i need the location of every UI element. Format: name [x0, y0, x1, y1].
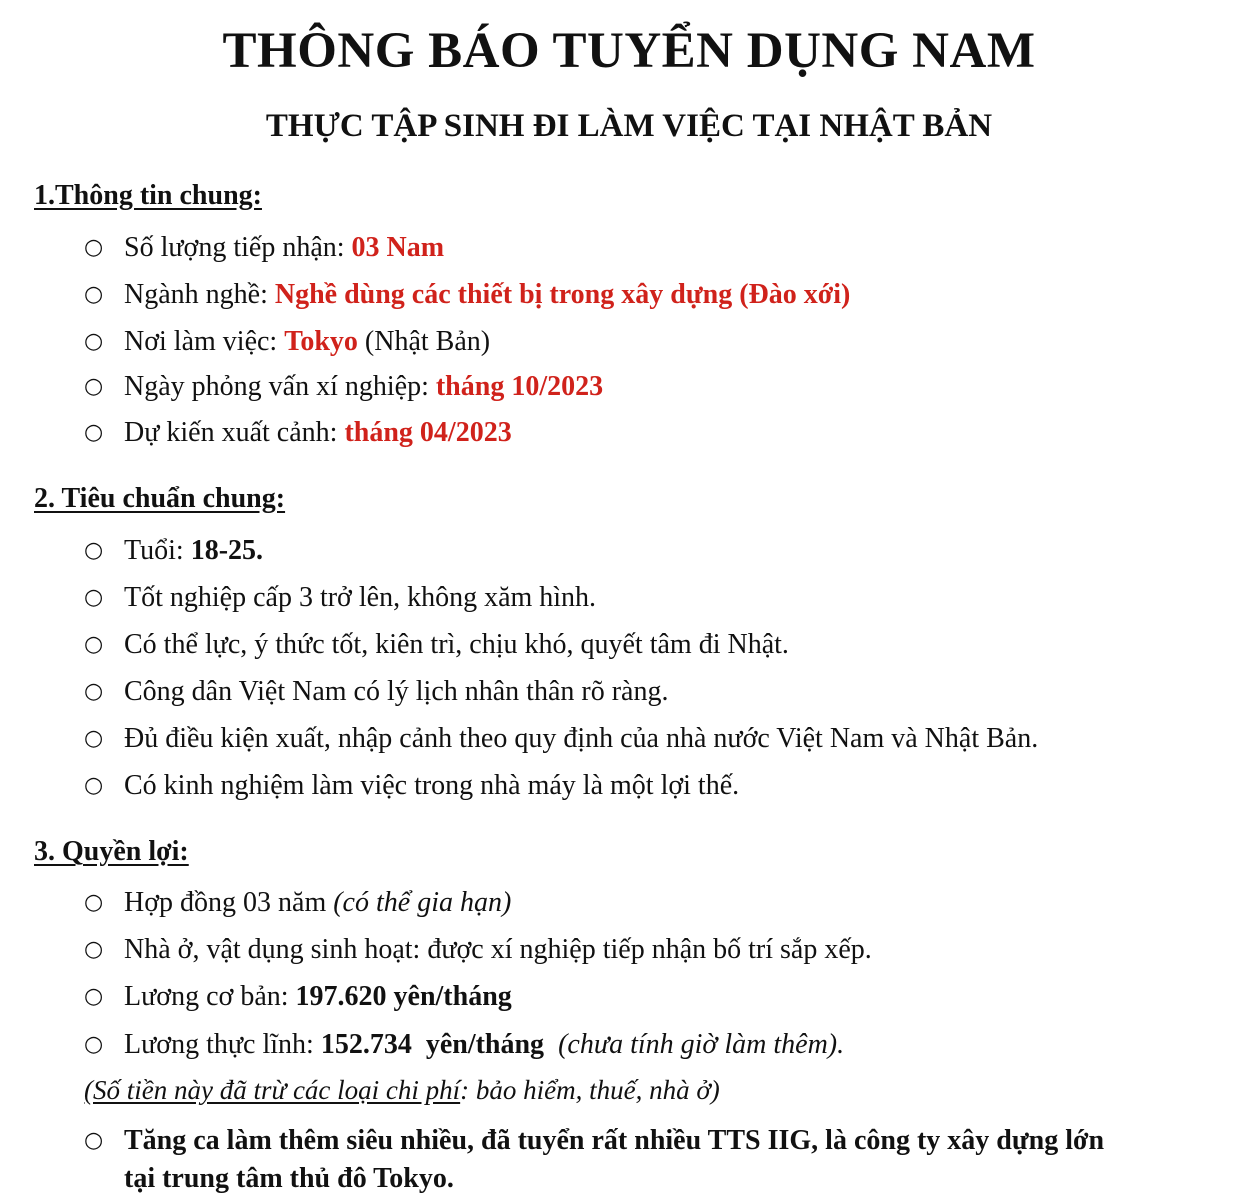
- deduction-note: [84, 1075, 720, 1106]
- list-item: [84, 581, 596, 615]
- item-value: 03 Nam: [351, 232, 445, 263]
- list-item: [84, 675, 668, 709]
- section-heading-requirements: 2. Tiêu chuẩn chung:: [34, 483, 286, 514]
- item-value: Tokyo: [284, 326, 358, 357]
- circle-bullet-icon: ○: [84, 585, 104, 610]
- circle-bullet-icon: ○: [84, 282, 104, 307]
- circle-bullet-icon: ○: [84, 632, 104, 657]
- item-value: Nghề dùng các thiết bị trong xây dựng (Đào xới): [274, 279, 851, 310]
- section-heading-general-info: 1.Thông tin chung:: [34, 180, 262, 211]
- item-label: Ngày phỏng vấn xí nghiệp:: [124, 371, 436, 402]
- deduction-note-rest: : bảo hiểm, thuế, nhà ở): [460, 1075, 720, 1105]
- list-item: [84, 769, 739, 803]
- circle-bullet-icon: ○: [84, 374, 104, 399]
- item-label: Tuổi:: [124, 535, 191, 566]
- circle-bullet-icon: ○: [84, 420, 104, 445]
- list-item: [84, 416, 512, 450]
- list-item: [84, 325, 490, 359]
- item-value: 18-25.: [190, 535, 264, 566]
- circle-bullet-icon: ○: [84, 937, 104, 962]
- highlight-line-2: tại trung tâm thủ đô Tokyo.: [124, 1163, 454, 1194]
- highlight-line-1: Tăng ca làm thêm siêu nhiều, đã tuyển rất nhiều TTS IIG, là công ty xây dựng lớn: [124, 1125, 1105, 1156]
- item-note: (chưa tính giờ làm thêm).: [544, 1029, 845, 1060]
- item-label: Ngành nghề:: [124, 279, 275, 310]
- item-value: 197.620 yên/tháng: [295, 981, 512, 1012]
- circle-bullet-icon: ○: [84, 235, 104, 260]
- circle-bullet-icon: ○: [84, 1128, 104, 1153]
- circle-bullet-icon: ○: [84, 890, 104, 915]
- highlight-item: [84, 1122, 1104, 1198]
- item-value: 152.734 yên/tháng: [320, 1029, 545, 1060]
- list-item: [84, 980, 512, 1014]
- list-item: [84, 1028, 844, 1062]
- circle-bullet-icon: ○: [84, 984, 104, 1009]
- item-label: Có kinh nghiệm làm việc trong nhà máy là một lợi thế.: [124, 770, 740, 801]
- list-item: [84, 370, 603, 404]
- item-note: (có thể gia hạn): [333, 887, 512, 918]
- item-label: Công dân Việt Nam có lý lịch nhân thân rõ ràng.: [124, 676, 669, 707]
- item-label: Đủ điều kiện xuất, nhập cảnh theo quy định của nhà nước Việt Nam và Nhật Bản.: [124, 723, 1039, 754]
- item-label: Hợp đồng 03 năm: [124, 887, 334, 918]
- deduction-note-underlined: (Số tiền này đã trừ các loại chi phí: [84, 1075, 461, 1105]
- list-item: [84, 534, 263, 568]
- circle-bullet-icon: ○: [84, 329, 104, 354]
- list-item: [84, 933, 872, 967]
- item-label: Nhà ở, vật dụng sinh hoạt: được xí nghiệp tiếp nhận bố trí sắp xếp.: [124, 934, 872, 965]
- section-heading-benefits: 3. Quyền lợi:: [34, 836, 189, 867]
- item-label: Dự kiến xuất cảnh:: [124, 417, 345, 448]
- circle-bullet-icon: ○: [84, 538, 104, 563]
- item-value: tháng 10/2023: [435, 371, 604, 402]
- list-item: [84, 278, 850, 312]
- circle-bullet-icon: ○: [84, 679, 104, 704]
- item-label: Có thể lực, ý thức tốt, kiên trì, chịu khó, quyết tâm đi Nhật.: [124, 629, 789, 660]
- item-value: tháng 04/2023: [344, 417, 512, 448]
- item-label: Nơi làm việc:: [124, 326, 285, 357]
- circle-bullet-icon: ○: [84, 773, 104, 798]
- list-item: [84, 628, 789, 662]
- item-label: Lương cơ bản:: [124, 981, 296, 1012]
- list-item: [84, 722, 1038, 756]
- circle-bullet-icon: ○: [84, 1032, 104, 1057]
- item-suffix: (Nhật Bản): [357, 326, 491, 357]
- page-title: THÔNG BÁO TUYỂN DỤNG NAM: [222, 23, 1036, 79]
- item-label: Tốt nghiệp cấp 3 trở lên, không xăm hình.: [124, 582, 597, 613]
- circle-bullet-icon: ○: [84, 726, 104, 751]
- item-label: Số lượng tiếp nhận:: [124, 232, 352, 263]
- list-item: [84, 231, 444, 265]
- list-item: [84, 886, 511, 920]
- item-label: Lương thực lĩnh:: [124, 1029, 321, 1060]
- page-subtitle: THỰC TẬP SINH ĐI LÀM VIỆC TẠI NHẬT BẢN: [265, 108, 993, 144]
